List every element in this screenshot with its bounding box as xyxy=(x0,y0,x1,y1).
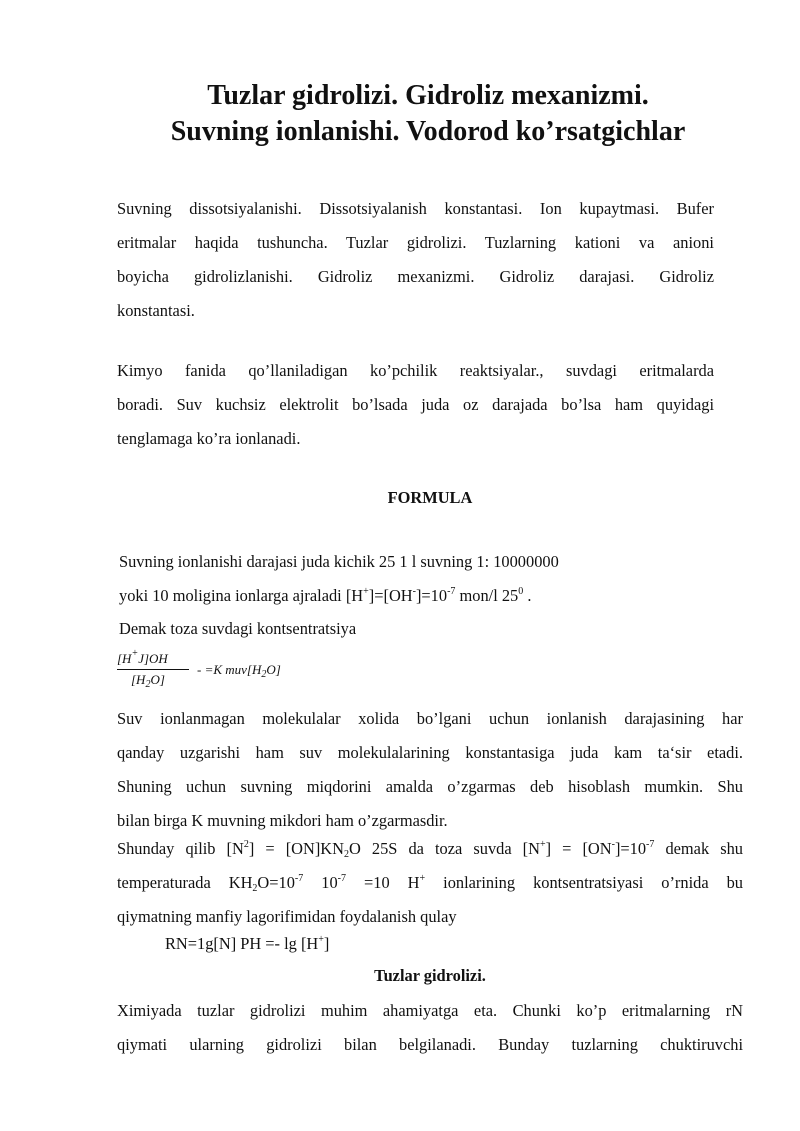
text-line: konstantasi. xyxy=(117,301,195,320)
text-line: qiymati ularning gidrolizi bilan belgilanadi. Bunday tuzlarning chuktiruvchi xyxy=(117,1035,743,1054)
paragraph-topics xyxy=(117,192,714,328)
text-line: Kimyo fanida qo’llaniladigan ko’pchilik reaktsiyalar., suvdagi eritmalarda xyxy=(117,361,714,380)
fraction-bar xyxy=(117,669,189,670)
ph-formula: RN=1g[N] PH =- lg [H+] xyxy=(165,934,330,953)
formula-numerator: [H+J]OH xyxy=(117,648,168,666)
text-line: temperaturada $KH_2O=10^{-7}$ $10^{-7} =10$ H+ ionlarining kontsentratsiyasi o’rnida bu xyxy=(117,873,743,894)
paragraph-ph-definition xyxy=(117,832,743,934)
ionization-line-2: yoki 10 moligina ionlarga ajraladi $[H^+]=[OH^-]=10^{-7}$ mon/l $25^0$ . xyxy=(119,586,532,605)
text-line: Ximiyada tuzlar gidrolizi muhim ahamiyatga eta. Chunki ko’p eritmalarning rN xyxy=(117,1001,743,1020)
water-constant-formula xyxy=(117,647,337,691)
paragraph-water-ionization xyxy=(117,702,743,838)
text-line: eritmalar haqida tushuncha. Tuzlar gidrolizi. Tuzlarning kationi va anioni xyxy=(117,233,714,252)
formula-heading: FORMULA xyxy=(387,488,473,507)
text-line: Suvning dissotsiyalanishi. Dissotsiyalanish konstantasi. Ion kupaytmasi. Bufer xyxy=(117,199,714,218)
formula-right-side: - =K $muv[H_2O]$ xyxy=(197,662,281,680)
ionization-line-1: Suvning ionlanishi darajasi juda kichik 25 1 l suvning 1: 10000000 xyxy=(119,552,559,571)
text-line: bilan birga K muvning mikdori ham o’zgarmasdir. xyxy=(117,811,448,830)
text-line: boradi. Suv kuchsiz elektrolit bo’lsada juda oz darajada bo’lsa ham quyidagi xyxy=(117,395,714,414)
ionization-line-3: Demak toza suvdagi kontsentratsiya xyxy=(119,619,357,638)
text-line: Suv ionlanmagan molekulalar xolida bo’lgani uchun ionlanish darajasining har xyxy=(117,709,743,728)
text-line: Shuning uchun suvning miqdorini amalda o’zgarmas deb hisoblash mumkin. Shu xyxy=(117,777,743,796)
text-line: tenglamaga ko’ra ionlanadi. xyxy=(117,429,301,448)
text-line: Shunday qilib $[N^2] = [ON]KN_2O$ 25S da toza suvda $[N^+] = [ON^-]=10^{-7}$ demak shu xyxy=(117,839,743,860)
formula-denominator: $[H_2O]$ xyxy=(131,672,165,690)
title-line-1: Tuzlar gidrolizi. Gidroliz mexanizmi. xyxy=(207,80,649,111)
paragraph-hydrolysis xyxy=(117,994,743,1062)
paragraph-intro xyxy=(117,354,714,456)
section-heading: Tuzlar gidrolizi. xyxy=(374,966,486,985)
text-line: boyicha gidrolizlanishi. Gidroliz mexanizmi. Gidroliz darajasi. Gidroliz xyxy=(117,267,714,286)
page-title xyxy=(0,78,800,150)
text-line: qiymatning manfiy lagorifimidan foydalanish qulay xyxy=(117,907,457,926)
title-line-2: Suvning ionlanishi. Vodorod ko’rsatgichlar xyxy=(170,116,686,147)
text-line: qanday uzgarishi ham suv molekulalarining konstantasiga juda kam ta‘sir etadi. xyxy=(117,743,743,762)
